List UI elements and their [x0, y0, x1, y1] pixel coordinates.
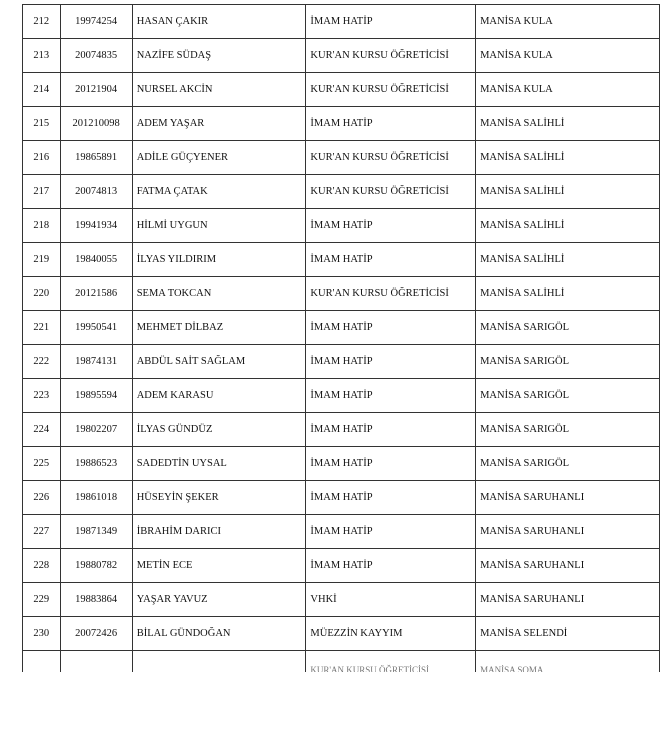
table-row	[23, 141, 660, 175]
row-number-cell: 214	[23, 73, 61, 107]
row-number-cell: 223	[23, 379, 61, 413]
registry-number-cell: 20072426	[60, 617, 132, 651]
row-number-cell: 227	[23, 515, 61, 549]
table-row	[23, 243, 660, 277]
table-row	[23, 583, 660, 617]
full-name-cell-partial	[132, 651, 306, 673]
job-title-cell: İMAM HATİP	[306, 549, 476, 583]
registry-number-cell-partial	[60, 651, 132, 673]
job-title-cell: VHKİ	[306, 583, 476, 617]
registry-number-cell: 19802207	[60, 413, 132, 447]
table-row	[23, 481, 660, 515]
row-number-cell: 215	[23, 107, 61, 141]
row-number-cell-partial	[23, 651, 61, 673]
registry-number-cell: 19871349	[60, 515, 132, 549]
location-cell: MANİSA SALİHLİ	[476, 277, 660, 311]
full-name-cell: İBRAHİM DARICI	[132, 515, 306, 549]
location-cell: MANİSA SALİHLİ	[476, 175, 660, 209]
full-name-cell: İLYAS YILDIRIM	[132, 243, 306, 277]
registry-number-cell: 20121904	[60, 73, 132, 107]
row-number-cell: 219	[23, 243, 61, 277]
page-margin	[0, 672, 660, 729]
registry-number-cell: 19874131	[60, 345, 132, 379]
table-row	[23, 447, 660, 481]
table-row	[23, 345, 660, 379]
full-name-cell: NAZİFE SÜDAŞ	[132, 39, 306, 73]
job-title-cell: İMAM HATİP	[306, 107, 476, 141]
registry-number-cell: 19840055	[60, 243, 132, 277]
full-name-cell: SEMA TOKCAN	[132, 277, 306, 311]
row-number-cell: 216	[23, 141, 61, 175]
job-title-cell: İMAM HATİP	[306, 447, 476, 481]
job-title-cell: İMAM HATİP	[306, 243, 476, 277]
full-name-cell: METİN ECE	[132, 549, 306, 583]
location-cell: MANİSA SARIGÖL	[476, 311, 660, 345]
full-name-cell: İLYAS GÜNDÜZ	[132, 413, 306, 447]
registry-number-cell: 20074813	[60, 175, 132, 209]
job-title-cell: KUR'AN KURSU ÖĞRETİCİSİ	[306, 39, 476, 73]
location-cell: MANİSA SARUHANLI	[476, 583, 660, 617]
personnel-table-body	[23, 5, 660, 673]
table-row	[23, 277, 660, 311]
registry-number-cell: 19974254	[60, 5, 132, 39]
registry-number-cell: 20121586	[60, 277, 132, 311]
location-cell: MANİSA KULA	[476, 73, 660, 107]
registry-number-cell: 19886523	[60, 447, 132, 481]
full-name-cell: MEHMET DİLBAZ	[132, 311, 306, 345]
registry-number-cell: 19861018	[60, 481, 132, 515]
location-cell: MANİSA SARUHANLI	[476, 549, 660, 583]
full-name-cell: NURSEL AKCİN	[132, 73, 306, 107]
location-cell: MANİSA KULA	[476, 5, 660, 39]
table-row	[23, 39, 660, 73]
job-title-cell: KUR'AN KURSU ÖĞRETİCİSİ	[306, 277, 476, 311]
full-name-cell: BİLAL GÜNDOĞAN	[132, 617, 306, 651]
table-row	[23, 413, 660, 447]
full-name-cell: HÜSEYİN ŞEKER	[132, 481, 306, 515]
registry-number-cell: 201210098	[60, 107, 132, 141]
row-number-cell: 225	[23, 447, 61, 481]
location-cell: MANİSA SARIGÖL	[476, 379, 660, 413]
registry-number-cell: 19895594	[60, 379, 132, 413]
job-title-cell: İMAM HATİP	[306, 515, 476, 549]
full-name-cell: ABDÜL SAİT SAĞLAM	[132, 345, 306, 379]
full-name-cell: FATMA ÇATAK	[132, 175, 306, 209]
row-number-cell: 226	[23, 481, 61, 515]
job-title-cell: İMAM HATİP	[306, 481, 476, 515]
registry-number-cell: 19950541	[60, 311, 132, 345]
row-number-cell: 217	[23, 175, 61, 209]
registry-number-cell: 19865891	[60, 141, 132, 175]
full-name-cell: YAŞAR YAVUZ	[132, 583, 306, 617]
full-name-cell: HİLMİ UYGUN	[132, 209, 306, 243]
registry-number-cell: 19883864	[60, 583, 132, 617]
full-name-cell: ADEM YAŞAR	[132, 107, 306, 141]
table-row	[23, 73, 660, 107]
location-cell: MANİSA SARIGÖL	[476, 447, 660, 481]
registry-number-cell: 19880782	[60, 549, 132, 583]
row-number-cell: 229	[23, 583, 61, 617]
row-number-cell: 221	[23, 311, 61, 345]
location-cell: MANİSA KULA	[476, 39, 660, 73]
full-name-cell: ADİLE GÜÇYENER	[132, 141, 306, 175]
location-cell: MANİSA SALİHLİ	[476, 209, 660, 243]
row-number-cell: 222	[23, 345, 61, 379]
location-cell: MANİSA SALİHLİ	[476, 107, 660, 141]
location-cell: MANİSA SARIGÖL	[476, 413, 660, 447]
job-title-cell: KUR'AN KURSU ÖĞRETİCİSİ	[306, 175, 476, 209]
full-name-cell: HASAN ÇAKIR	[132, 5, 306, 39]
row-number-cell: 230	[23, 617, 61, 651]
location-cell: MANİSA SELENDİ	[476, 617, 660, 651]
table-row	[23, 549, 660, 583]
personnel-table	[22, 4, 660, 672]
table-row	[23, 107, 660, 141]
job-title-cell-partial: KUR'AN KURSU ÖĞRETİCİSİ	[306, 651, 476, 673]
table-row-partial	[23, 651, 660, 673]
table-row	[23, 617, 660, 651]
table-row	[23, 379, 660, 413]
job-title-cell: İMAM HATİP	[306, 345, 476, 379]
location-cell: MANİSA SARUHANLI	[476, 481, 660, 515]
job-title-cell: KUR'AN KURSU ÖĞRETİCİSİ	[306, 141, 476, 175]
full-name-cell: ADEM KARASU	[132, 379, 306, 413]
registry-number-cell: 20074835	[60, 39, 132, 73]
location-cell: MANİSA SARUHANLI	[476, 515, 660, 549]
row-number-cell: 213	[23, 39, 61, 73]
row-number-cell: 228	[23, 549, 61, 583]
location-cell-partial: MANİSA SOMA	[476, 651, 660, 673]
table-row	[23, 515, 660, 549]
job-title-cell: KUR'AN KURSU ÖĞRETİCİSİ	[306, 73, 476, 107]
job-title-cell: MÜEZZİN KAYYIM	[306, 617, 476, 651]
job-title-cell: İMAM HATİP	[306, 209, 476, 243]
job-title-cell: İMAM HATİP	[306, 5, 476, 39]
job-title-cell: İMAM HATİP	[306, 413, 476, 447]
row-number-cell: 220	[23, 277, 61, 311]
table-row	[23, 175, 660, 209]
location-cell: MANİSA SALİHLİ	[476, 141, 660, 175]
row-number-cell: 224	[23, 413, 61, 447]
job-title-cell: İMAM HATİP	[306, 311, 476, 345]
table-row	[23, 209, 660, 243]
registry-number-cell: 19941934	[60, 209, 132, 243]
location-cell: MANİSA SARIGÖL	[476, 345, 660, 379]
location-cell: MANİSA SALİHLİ	[476, 243, 660, 277]
table-row	[23, 5, 660, 39]
table-row	[23, 311, 660, 345]
row-number-cell: 218	[23, 209, 61, 243]
full-name-cell: SADEDTİN UYSAL	[132, 447, 306, 481]
job-title-cell: İMAM HATİP	[306, 379, 476, 413]
row-number-cell: 212	[23, 5, 61, 39]
